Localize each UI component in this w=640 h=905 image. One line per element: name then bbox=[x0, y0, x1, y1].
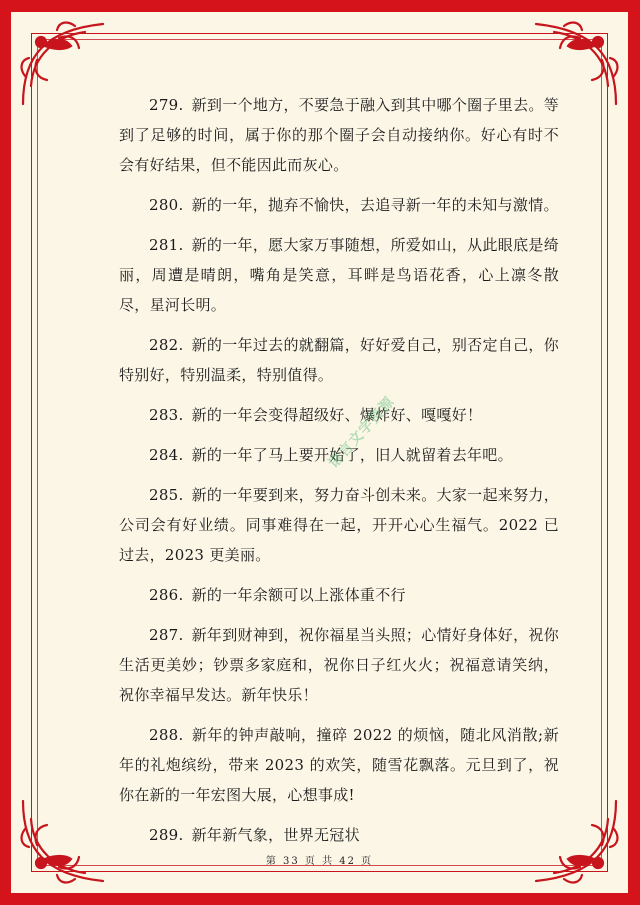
watermark: 语言文字资源 bbox=[325, 393, 398, 472]
entry-text: 新的一年过去的就翻篇，好好爱自己，别否定自己，你特别好，特别温柔，特别值得。 bbox=[119, 336, 559, 384]
entry-text: 新的一年会变得超级好、爆炸好、嘎嘎好！ bbox=[191, 406, 483, 424]
page-footer: 第 33 页 共 42 页 bbox=[265, 856, 374, 867]
entry-text: 新的一年余额可以上涨体重不行 bbox=[191, 586, 406, 604]
entry-number: 289. bbox=[149, 826, 184, 844]
entry-number: 283. bbox=[149, 406, 184, 424]
entry-number: 279. bbox=[149, 96, 184, 114]
entry-text: 新年到财神到，祝你福星当头照；心情好身体好，祝你生活更美妙；钞票多家庭和，祝你日子红火火；祝福意请笑纳，祝你幸福早发达。新年快乐！ bbox=[119, 626, 559, 704]
entry-text: 新到一个地方，不要急于融入到其中哪个圈子里去。等到了足够的时间，属于你的那个圈子会自动接纳你。好心有时不会有好结果，但不能因此而灰心。 bbox=[119, 96, 559, 174]
entries-list bbox=[119, 90, 559, 860]
entry-number: 284. bbox=[149, 446, 184, 464]
entry-text: 新的一年，愿大家万事随想，所爱如山，从此眼底是绮丽，周遭是晴朗，嘴角是笑意，耳畔是鸟语花香，心上凛冬散尽，星河长明。 bbox=[119, 236, 559, 314]
entry-number: 287. bbox=[149, 626, 184, 644]
entry-number: 281. bbox=[149, 236, 184, 254]
entry-text: 新的一年要到来，努力奋斗创未来。大家一起来努力，公司会有好业绩。同事难得在一起，开开心心生福气。2022 已过去，2023 更美丽。 bbox=[119, 486, 559, 564]
corner-ornament-top-left bbox=[15, 16, 111, 112]
entry-text: 新年新气象，世界无冠状 bbox=[191, 826, 360, 844]
entry-289 bbox=[119, 820, 559, 850]
entry-281 bbox=[119, 230, 559, 320]
entry-282 bbox=[119, 330, 559, 390]
entry-number: 280. bbox=[149, 196, 184, 214]
entry-286 bbox=[119, 580, 559, 610]
entry-number: 282. bbox=[149, 336, 184, 354]
entry-285 bbox=[119, 480, 559, 570]
entry-text: 新年的钟声敲响，撞碎 2022 的烦恼，随北风消散;新年的礼炮缤纷，带来 2023 的欢笑，随雪花飘落。元旦到了，祝你在新的一年宏图大展，心想事成! bbox=[119, 726, 559, 804]
entry-283 bbox=[119, 400, 559, 430]
entry-279 bbox=[119, 90, 559, 180]
document-page bbox=[11, 12, 628, 893]
entry-280 bbox=[119, 190, 559, 220]
entry-288 bbox=[119, 720, 559, 810]
entry-text: 新的一年了马上要开始了，旧人就留着去年吧。 bbox=[191, 446, 513, 464]
corner-ornament-bottom-left bbox=[15, 793, 111, 889]
entry-number: 286. bbox=[149, 586, 184, 604]
entry-287 bbox=[119, 620, 559, 710]
entry-number: 288. bbox=[149, 726, 184, 744]
entry-number: 285. bbox=[149, 486, 184, 504]
entry-text: 新的一年，抛弃不愉快，去追寻新一年的未知与激情。 bbox=[191, 196, 559, 214]
